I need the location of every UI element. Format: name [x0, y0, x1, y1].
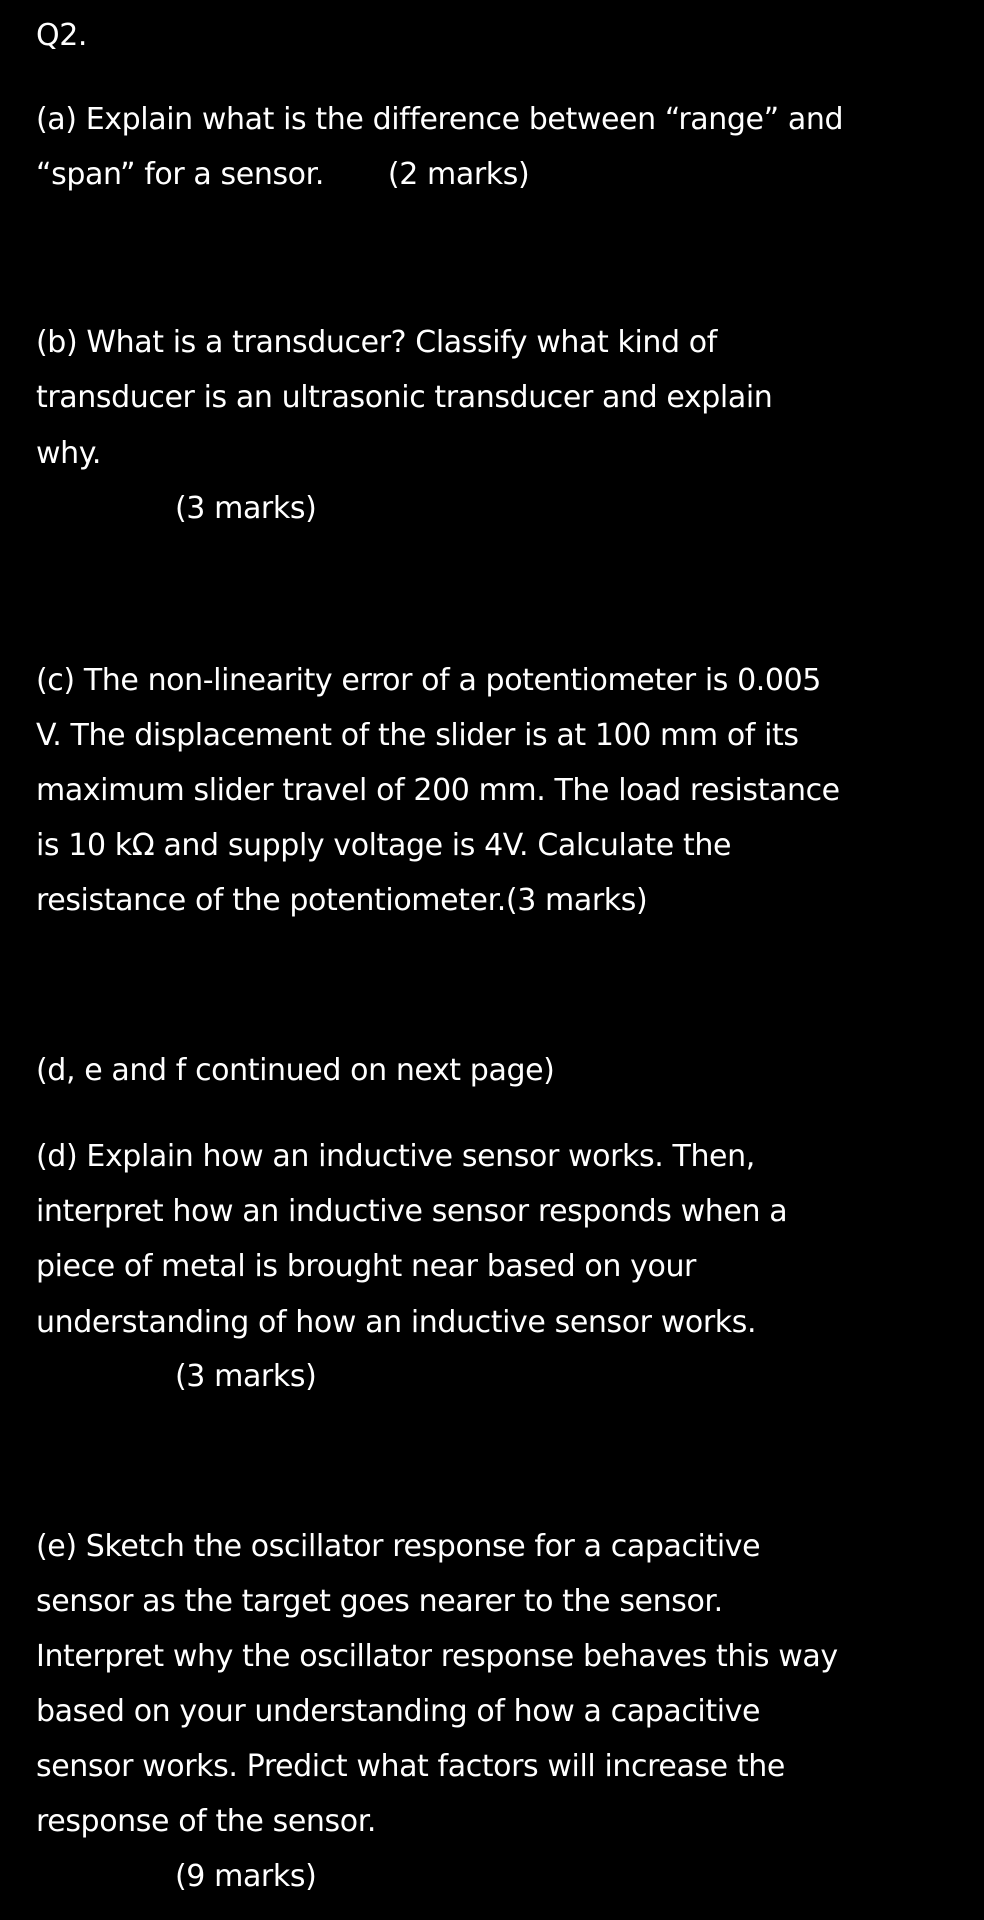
part-d-line-2: interpret how an inductive sensor responds when a [36, 1194, 788, 1229]
part-c-line-3: maximum slider travel of 200 mm. The load resistance [36, 773, 840, 808]
part-d-line-3: piece of metal is brought near based on your [36, 1249, 696, 1284]
part-d-line-1: (d) Explain how an inductive sensor works. Then, [36, 1139, 755, 1174]
part-c-line-1: (c) The non-linearity error of a potentiometer is 0.005 [36, 663, 821, 698]
question-number: Q2. [36, 18, 88, 53]
continued-note: (d, e and f continued on next page) [36, 1053, 555, 1088]
part-c-line-4: is 10 kΩ and supply voltage is 4V. Calculate the [36, 828, 731, 863]
part-e-marks: (9 marks) [175, 1859, 317, 1894]
part-b-line-1: (b) What is a transducer? Classify what kind of [36, 325, 717, 360]
part-e-line-6: response of the sensor. [36, 1804, 377, 1839]
part-e-line-4: based on your understanding of how a capacitive [36, 1694, 761, 1729]
part-b-marks: (3 marks) [175, 491, 317, 526]
part-c-line-2: V. The displacement of the slider is at 100 mm of its [36, 718, 799, 753]
part-b-line-2: transducer is an ultrasonic transducer and explain [36, 380, 773, 415]
part-e-line-1: (e) Sketch the oscillator response for a capacitive [36, 1529, 761, 1564]
part-e-line-2: sensor as the target goes nearer to the sensor. [36, 1584, 723, 1619]
part-a-line-2: “span” for a sensor. (2 marks) [36, 157, 530, 192]
part-a-line-1: (a) Explain what is the difference between “range” and [36, 102, 844, 137]
part-d-line-4: understanding of how an inductive sensor works. [36, 1305, 757, 1340]
part-e-line-5: sensor works. Predict what factors will increase the [36, 1749, 785, 1784]
part-d-marks: (3 marks) [175, 1359, 317, 1394]
part-e-line-3: Interpret why the oscillator response behaves this way [36, 1639, 838, 1674]
part-c-line-5: resistance of the potentiometer.(3 marks) [36, 883, 648, 918]
part-b-line-3: why. [36, 436, 101, 471]
